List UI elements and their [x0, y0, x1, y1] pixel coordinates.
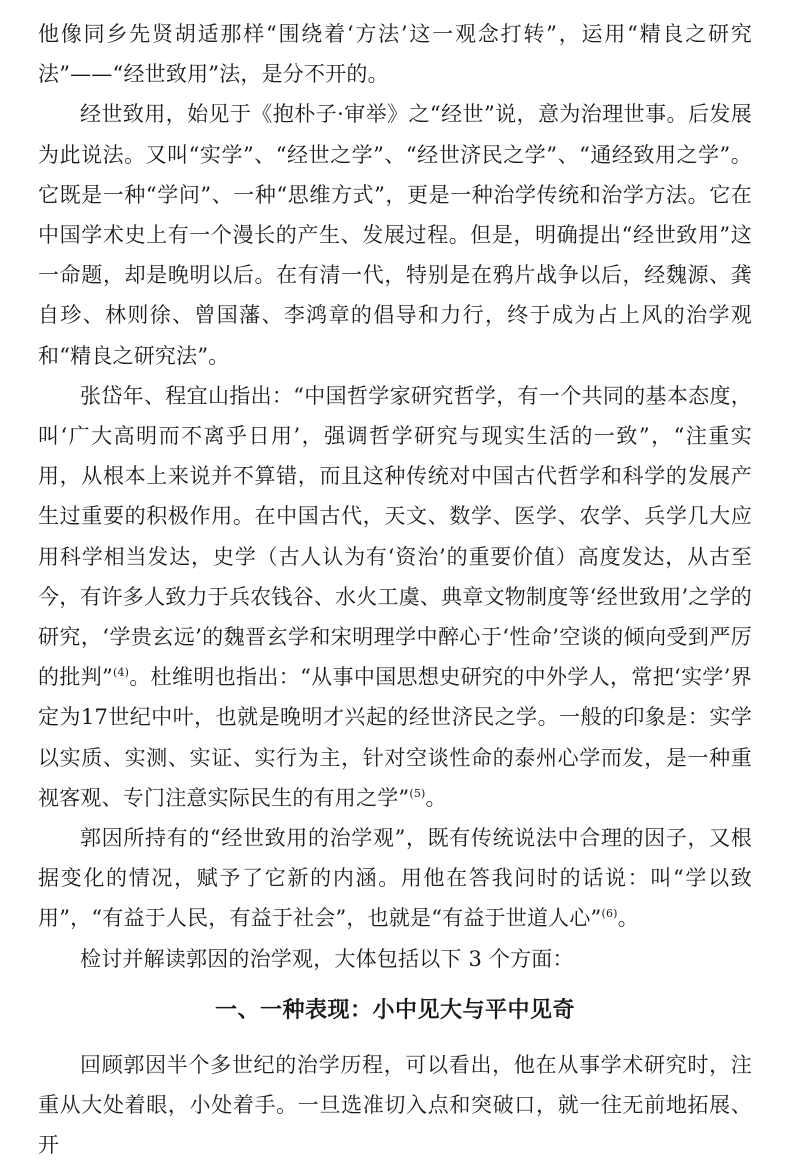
paragraph-text-segment: 郭因所持有的“经世致用的治学观”，既有传统说法中合理的因子，又根据变化的情况，赋予了它新的内涵。用他在答我问时的话说：叫“学以致用”，“有益于人民，有益于社会”，也就是“有益于世道人心” [38, 826, 752, 931]
paragraph-zhang-cheng-quote [38, 376, 752, 818]
paragraph-text-segment: 。 [425, 785, 447, 810]
paragraph-guo-yin-view [38, 818, 752, 939]
paragraph-review-history: 回顾郭因半个多世纪的治学历程，可以看出，他在从事学术研究时，注重从大处着眼，小处着手。一旦选准切入点和突破口，就一往无前地拓展、开 [38, 1052, 752, 1158]
footnote-reference[interactable]: (5) [409, 786, 426, 800]
paragraph-continuation: 他像同乡先贤胡适那样“围绕着‘方法’这一观念打转”，运用“精良之研究法”——“经世致用”法，是分不开的。 [38, 22, 752, 87]
paragraph-text-segment: 张岱年、程宜山指出：“中国哲学家研究哲学，有一个共同的基本态度，叫‘广大高明而不离乎日用’，强调哲学研究与现实生活的一致”，“注重实用，从根本上来说并不算错，而且这种传统对中国古代哲学和科学的发展产生过重要的积极作用。在中国古代，天文、数学、医学、农学、兵学几大应用科学相当发达，史学（古人认为有‘资治’的重要价值）高度发达，从古至今，有许多人致力于兵农钱谷、水火工虞、典章文物制度等‘经世致用’之学的研究，‘学贵玄远’的魏晋玄学和宋明理学中醉心于‘性命’空谈的倾向受到严厉的批判” [38, 383, 752, 690]
paragraph-text-segment: 。 [617, 906, 639, 931]
paragraph-text-segment: 。杜维明也指出：“从事中国思想史研究的中外学人，常把‘实学’界定为17世纪中叶，也就是晚明才兴起的经世济民之学。一般的印象是：实学以实质、实测、实证、实行为主，针对空谈性命的泰州心学而发，是一种重视客观、专门注意实际民生的有用之学” [38, 665, 752, 810]
section-heading: 一、一种表现：小中见大与平中见奇 [214, 997, 575, 1023]
paragraph-review-intro: 检讨并解读郭因的治学观，大体包括以下 3 个方面： [80, 946, 574, 971]
paragraph-jingshi-zhiyong-origin: 经世致用，始见于《抱朴子·审举》之“经世”说，意为治理世事。后发展为此说法。又叫“实学”、“经世之学”、“经世济民之学”、“通经致用之学”。它既是一种“学问”、一种“思维方式”，更是一种治学传统和治学方法。它在中国学术史上有一个漫长的产生、发展过程。但是，明确提出“经世致用”这一命题，却是晚明以后。在有清一代，特别是在鸦片战争以后，经魏源、龚自珍、林则徐、曾国藩、李鸿章的倡导和力行，终于成为占上风的治学观和“精良之研究法”。 [38, 102, 752, 368]
footnote-reference[interactable]: (4) [112, 666, 130, 680]
footnote-reference[interactable]: (6) [601, 907, 618, 921]
